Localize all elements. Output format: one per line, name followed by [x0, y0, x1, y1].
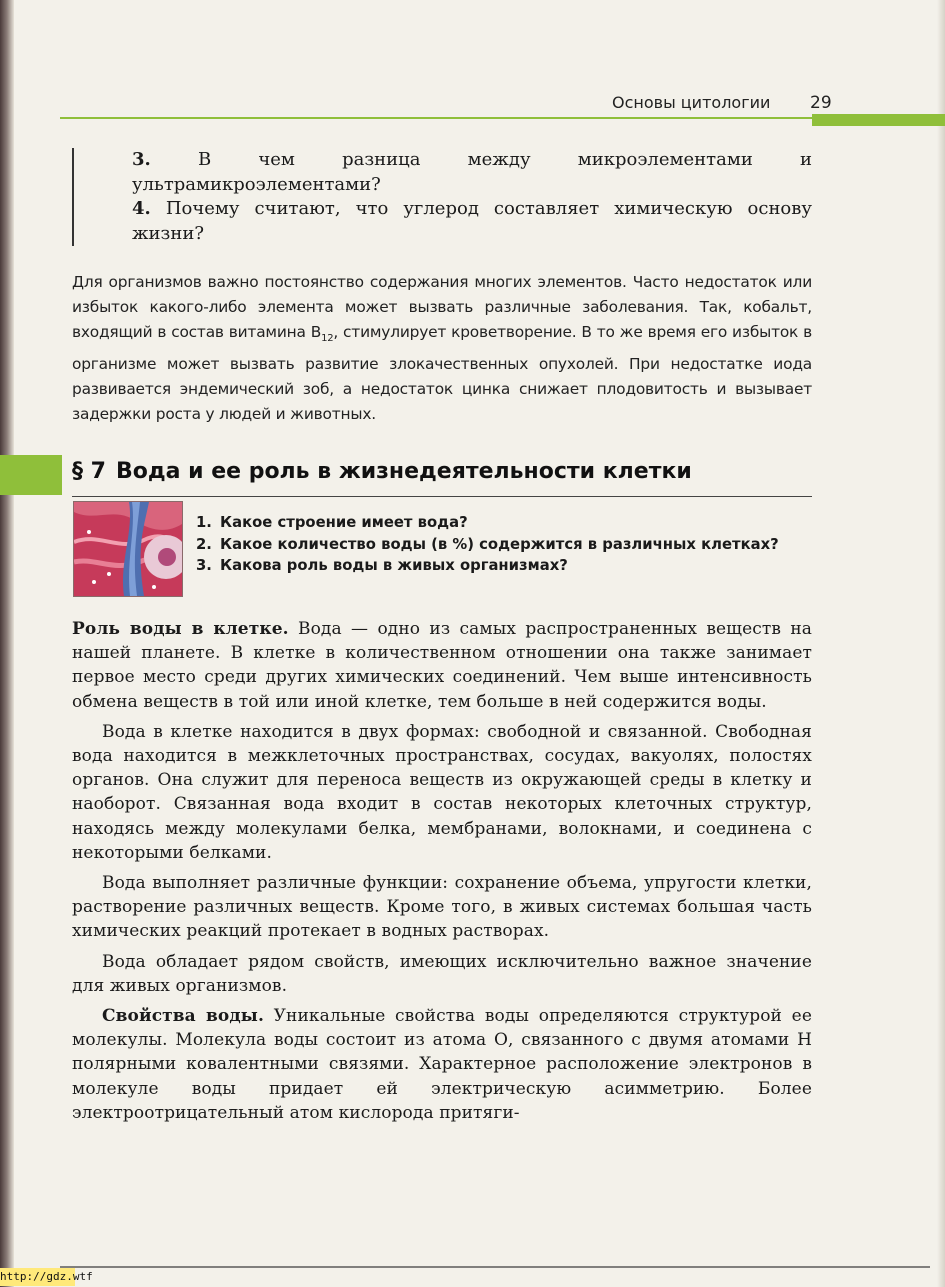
page-edge — [937, 0, 945, 1287]
section-number: § 7 — [72, 459, 106, 484]
paragraph: Роль воды в клетке. Вода — одно из самых распространенных веществ на нашей планете. В клетке в количественном отношении она также занимает первое место среди других химических соединений. Чем выше интенсивность обмена веществ в той или иной клетке, тем больше в ней содержится воды. — [72, 619, 813, 712]
header-rule — [60, 117, 812, 119]
section-question: 1. Какое строение имеет вода? — [196, 514, 468, 531]
note-paragraph: Для организмов важно постоянство содержания многих элементов. Часто недостаток или избыток какого-либо элемента может вызвать различные заболевания. Так, кобальт, входящий в состав витамина $В_{12}$, стимулирует кроветворение. В то же время его избыток в организме может вызвать развитие злокачественных опухолей. При недостатке иода развивается эндемический зоб, а недостаток цинка снижает плодовитость и вызывает задержки роста у людей и животных. — [72, 273, 812, 424]
section-questions — [196, 512, 816, 577]
review-question: 3. В чем разница между микроэлементами и ультрамикроэлементами? — [132, 149, 812, 195]
body-text — [72, 617, 812, 1131]
paragraph: Вода в клетке находится в двух формах: свободной и связанной. Свободная вода находится в межклеточных пространствах, сосудах, вакуолях, полостях органов. Она служит для переноса веществ из окружающей среды в клетку и наоборот. Связанная вода входит в состав некоторых клеточных структур, находясь между молекулами белка, мембранами, волокнами, и соединена с некоторыми белками. — [72, 721, 812, 863]
paragraph: Вода обладает рядом свойств, имеющих исключительно важное значение для живых организмов. — [72, 951, 812, 996]
section-rule — [72, 496, 812, 497]
section-marker-band — [0, 455, 62, 495]
paragraph: Свойства воды. Уникальные свойства воды определяются структурой ее молекулы. Молекула воды состоит из атома О, связанного с двумя атомами Н полярными ковалентными связями. Характерное расположение электронов в молекуле воды придает ей электрическую асимметрию. Более электроотрицательный атом кислорода притяги- — [72, 1006, 812, 1123]
review-question: 4. Почему считают, что углерод составляет химическую основу жизни? — [132, 198, 812, 244]
running-header — [612, 90, 852, 116]
section-title: Вода и ее роль в жизнедеятельности клетки — [115, 459, 692, 484]
book-spine-shadow — [0, 0, 14, 1287]
bottom-rule — [60, 1266, 930, 1268]
paragraph: Вода выполняет различные функции: сохранение объема, упругости клетки, растворение различных веществ. Кроме того, в живых системах большая часть химических реакций протекает в водных растворах. — [72, 873, 812, 942]
review-questions — [72, 148, 812, 246]
watermark-link[interactable]: http://gdz.wtf — [0, 1268, 75, 1286]
header-accent-bar — [812, 114, 945, 126]
section-heading — [72, 459, 812, 484]
cell-tissue-illustration-icon — [73, 501, 183, 597]
section-question: 2. Какое количество воды (в %) содержится в различных клетках? — [196, 535, 779, 553]
section-question: 3. Какова роль воды в живых организмах? — [196, 557, 568, 574]
header-title: Основы цитологии — [612, 93, 771, 112]
page-number: 29 — [810, 93, 832, 113]
